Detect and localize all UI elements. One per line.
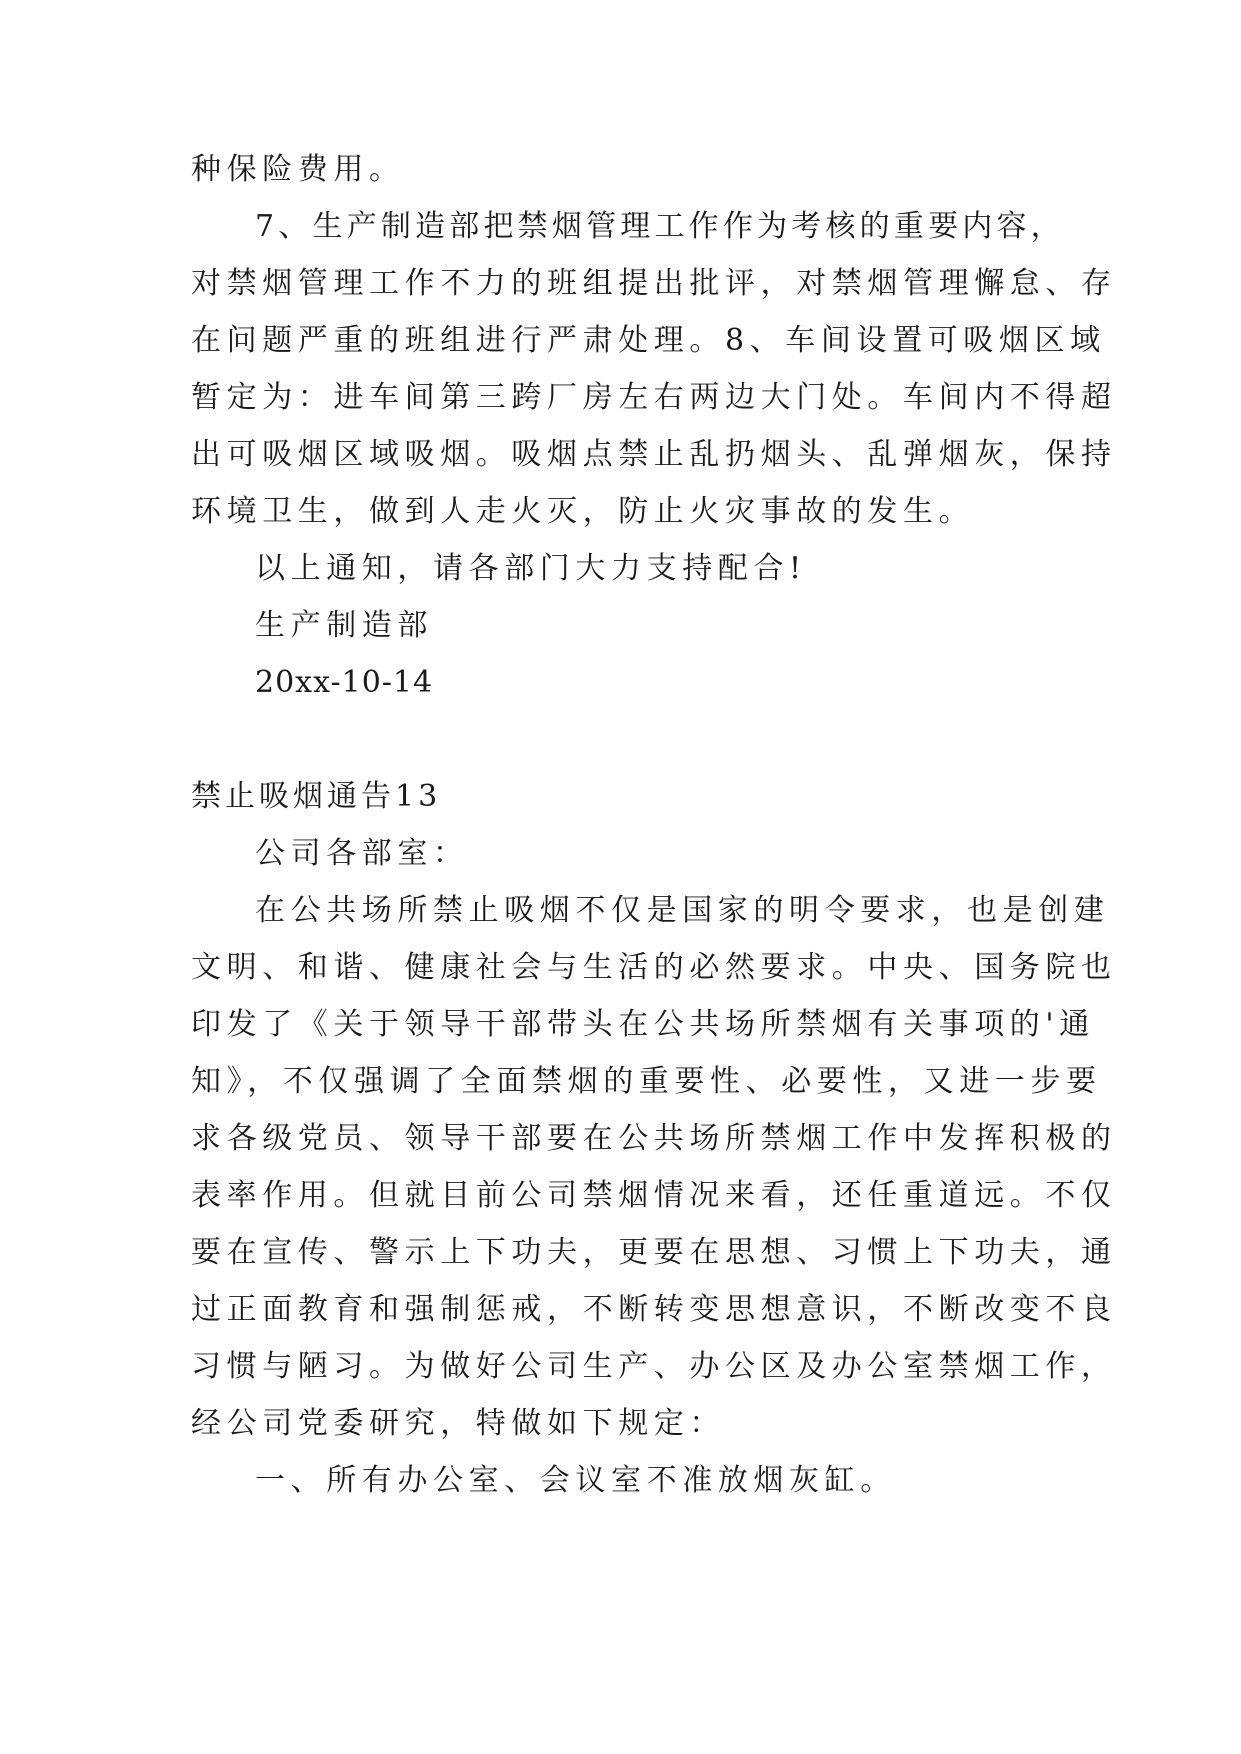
paragraph-line: 习惯与陋习。为做好公司生产、办公区及办公室禁烟工作， — [191, 1349, 1117, 1384]
paragraph-line: 求各级党员、领导干部要在公共场所禁烟工作中发挥积极的 — [191, 1121, 1117, 1156]
signature-date: 20xx-10-14 — [255, 665, 434, 700]
paragraph-line: 在问题严重的班组进行严肃处理。8、车间设置可吸烟区域 — [191, 323, 1106, 358]
paragraph-line: 印发了《关于领导干部带头在公共场所禁烟有关事项的'通 — [191, 1007, 1095, 1042]
section-title: 禁止吸烟通告13 — [191, 779, 442, 814]
signature-department: 生产制造部 — [255, 608, 433, 643]
paragraph-line: 种保险费用。 — [191, 152, 405, 187]
paragraph-line: 环境卫生，做到人走火灭，防止火灾事故的发生。 — [191, 494, 975, 529]
paragraph-line: 表率作用。但就目前公司禁烟情况来看，还任重道远。不仅 — [191, 1178, 1117, 1213]
paragraph-line: 暂定为：进车间第三跨厂房左右两边大门处。车间内不得超 — [191, 380, 1117, 415]
closing-remark: 以上通知，请各部门大力支持配合! — [255, 551, 807, 586]
paragraph-line: 出可吸烟区域吸烟。吸烟点禁止乱扔烟头、乱弹烟灰，保持 — [191, 437, 1117, 472]
paragraph-line: 经公司党委研究，特做如下规定： — [191, 1406, 725, 1441]
paragraph-line: 知》，不仅强调了全面禁烟的重要性、必要性，又进一步要 — [191, 1064, 1102, 1099]
paragraph-line: 一、所有办公室、会议室不准放烟灰缸。 — [255, 1463, 896, 1498]
paragraph-line: 要在宣传、警示上下功夫，更要在思想、习惯上下功夫，通 — [191, 1235, 1117, 1270]
paragraph-line: 对禁烟管理工作不力的班组提出批评，对禁烟管理懈怠、存 — [191, 266, 1117, 301]
paragraph-line: 过正面教育和强制惩戒，不断转变思想意识，不断改变不良 — [191, 1292, 1117, 1327]
paragraph-line: 文明、和谐、健康社会与生活的必然要求。中央、国务院也 — [191, 950, 1117, 985]
salutation: 公司各部室： — [255, 836, 469, 871]
paragraph-line: 7、生产制造部把禁烟管理工作作为考核的重要内容， — [255, 209, 1065, 244]
paragraph-line: 在公共场所禁止吸烟不仅是国家的明令要求，也是创建 — [255, 893, 1110, 928]
